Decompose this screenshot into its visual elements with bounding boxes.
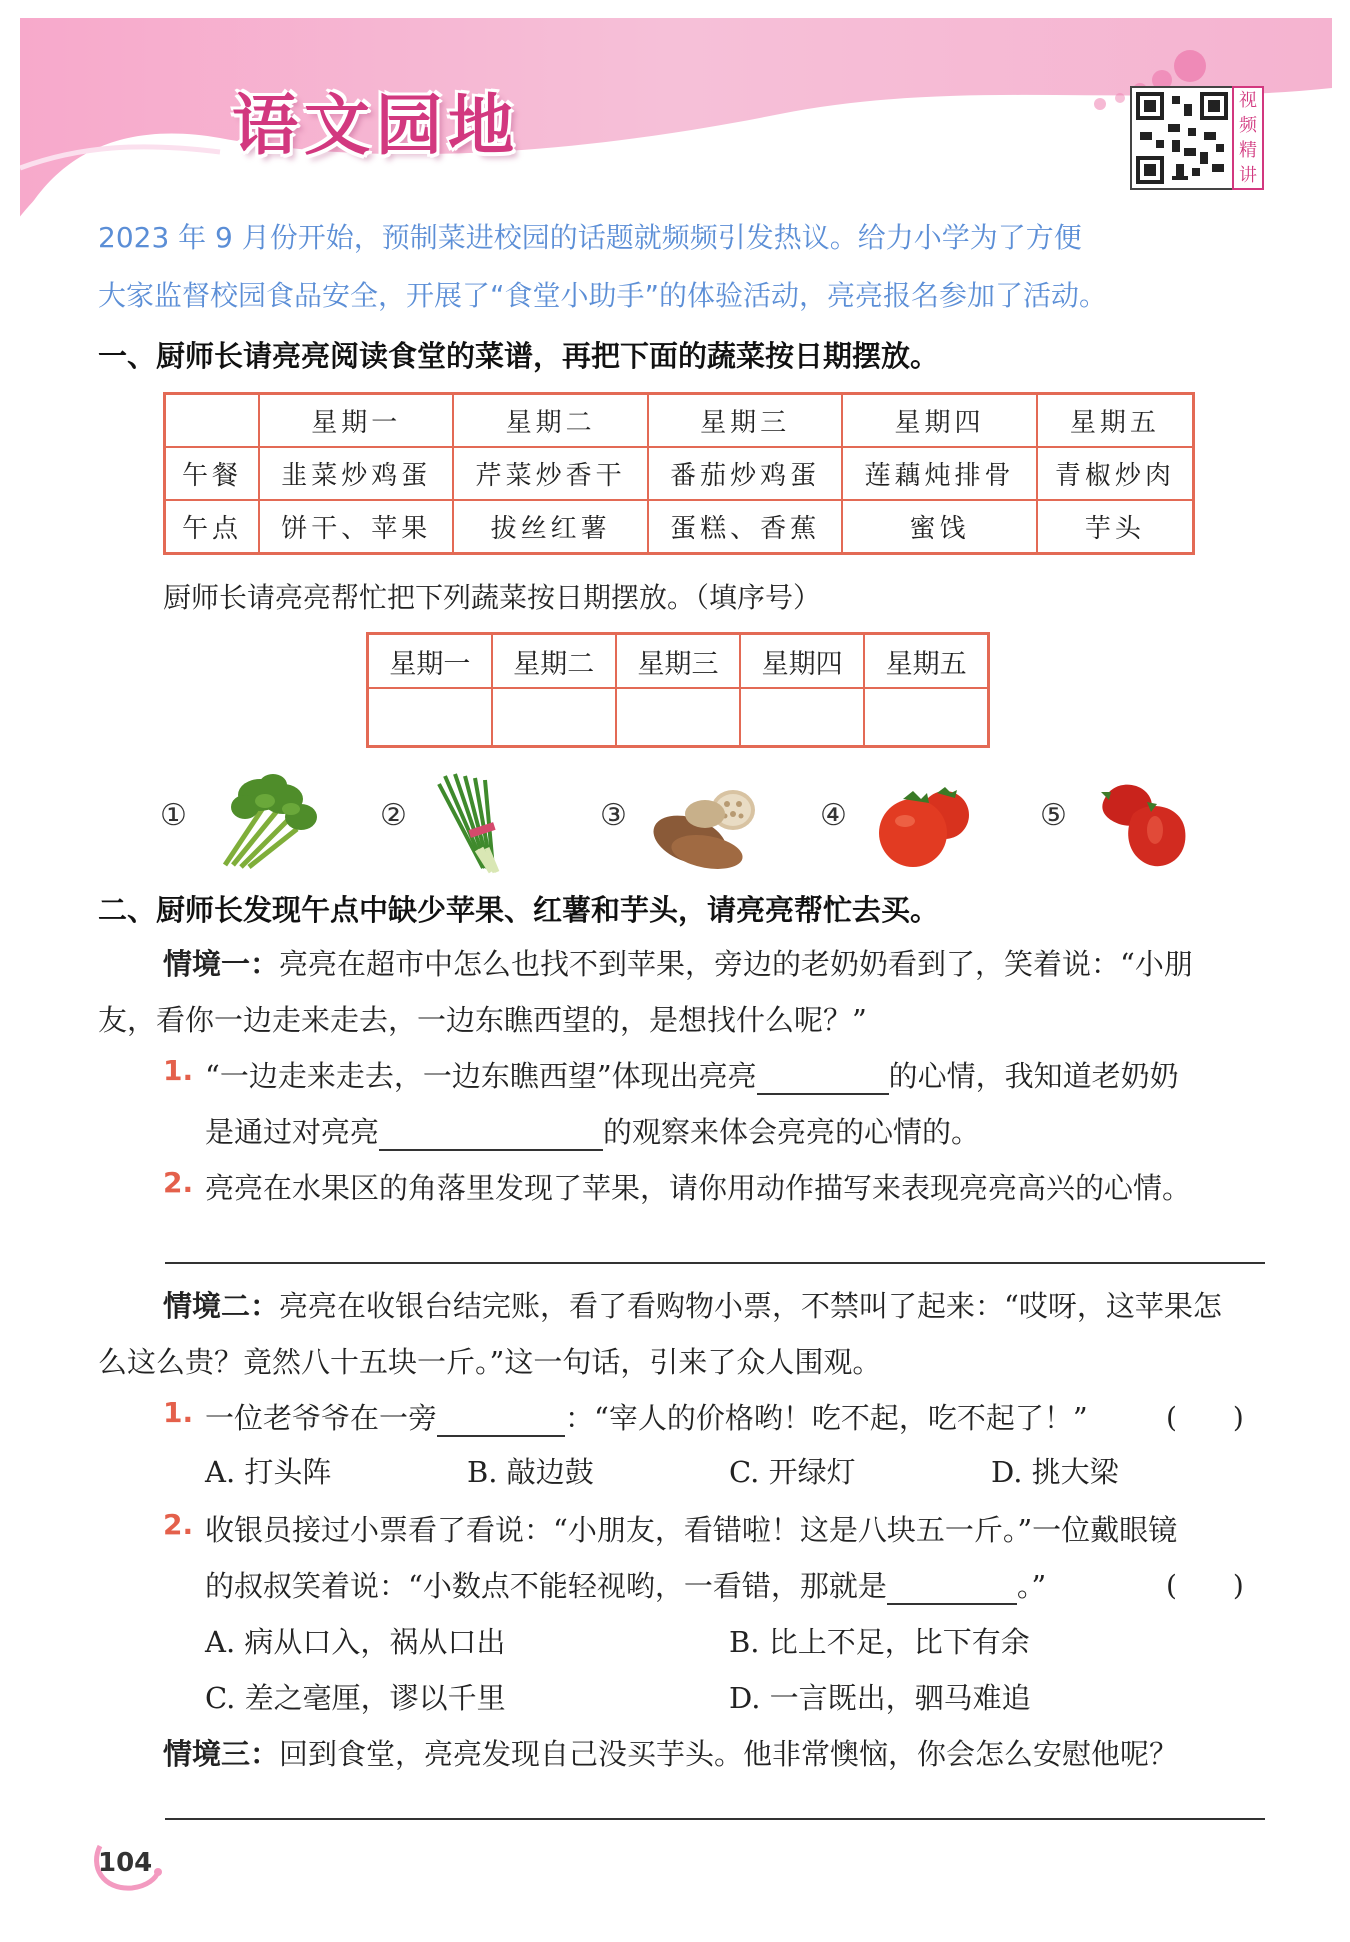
scene2-q1-text-b: ：“宰人的价格哟！吃不起，吃不起了！”: [565, 1401, 1088, 1435]
menu-cell: 蜜饯: [842, 500, 1036, 554]
menu-cell: 蛋糕、香蕉: [648, 500, 842, 554]
chives-icon: [425, 768, 545, 878]
menu-cell: 芹菜炒香干: [453, 447, 647, 500]
qr-code-icon[interactable]: [1130, 86, 1234, 190]
green-pepper-icon: [1085, 768, 1205, 878]
scene2-line-1: [163, 1284, 1222, 1325]
menu-row-snack: [165, 500, 1194, 554]
scene1-q1-text-c: 是通过对亮亮: [205, 1115, 380, 1149]
option-c[interactable]: C. 差之毫厘，谬以千里: [205, 1681, 506, 1715]
menu-cell: 韭菜炒鸡蛋: [259, 447, 453, 500]
menu-cell: 青椒炒肉: [1037, 447, 1194, 500]
menu-day-cell: 星期四: [842, 394, 1036, 448]
scene1-text-1: 亮亮在超市中怎么也找不到苹果，旁边的老奶奶看到了，笑着说：“小朋: [279, 947, 1193, 981]
page-title: 语文园地: [232, 87, 520, 164]
option-b[interactable]: B. 敲边鼓: [467, 1455, 594, 1489]
scene1-q1-text-a: “一边走来走去，一边东瞧西望”体现出亮亮: [205, 1059, 757, 1093]
menu-row-label: 午点: [165, 500, 260, 554]
menu-table: [163, 392, 1195, 555]
answer-input-cell[interactable]: [740, 688, 864, 747]
scene2-q2-number: 2.: [163, 1508, 194, 1541]
intro-line-1: 2023 年 9 月份开始，预制菜进校园的话题就频频引发热议。给力小学为了方便: [98, 221, 1082, 254]
scene3-line: [163, 1732, 1178, 1773]
answer-blank[interactable]: [887, 1569, 1017, 1605]
page-number: 104: [98, 1848, 153, 1878]
answer-day-cell: 星期五: [864, 634, 988, 689]
scene1-line-1: [163, 942, 1193, 983]
option-a[interactable]: A. 打头阵: [205, 1455, 332, 1489]
answer-day-cell: 星期四: [740, 634, 864, 689]
intro-line-2: 大家监督校园食品安全，开展了“食堂小助手”的体验活动，亮亮报名参加了活动。: [98, 279, 1108, 312]
option-b[interactable]: B. 比上不足，比下有余: [729, 1625, 1030, 1659]
scene2-q2-line-2: [205, 1564, 1046, 1605]
scene2-q1-line: [205, 1396, 1088, 1437]
veg-number-2: ②: [380, 798, 407, 833]
scene3-text: 回到食堂，亮亮发现自己没买芋头。他非常懊恼，你会怎么安慰他呢？: [279, 1737, 1179, 1771]
menu-day-cell: 星期二: [453, 394, 647, 448]
tomato-icon: [865, 765, 985, 875]
answer-blank[interactable]: [757, 1059, 889, 1095]
menu-cell: 拔丝红薯: [453, 500, 647, 554]
answer-day-cell: 星期一: [368, 634, 492, 689]
option-d[interactable]: D. 挑大梁: [991, 1455, 1119, 1489]
menu-day-cell: 星期五: [1037, 394, 1194, 448]
scene1-label: 情境一：: [163, 947, 280, 981]
answer-input-cell[interactable]: [616, 688, 740, 747]
answer-day-cell: 星期二: [492, 634, 616, 689]
scene2-q1-text-a: 一位老爷爷在一旁: [205, 1401, 438, 1435]
answer-input-row: [368, 688, 989, 747]
scene1-text-2: 友，看你一边走来走去，一边东瞧西望的，是想找什么呢？”: [98, 1003, 867, 1037]
veg-number-4: ④: [820, 798, 847, 833]
menu-day-cell: 星期一: [259, 394, 453, 448]
answer-parenthesis[interactable]: ( ): [1166, 1569, 1244, 1602]
scene1-q1-line-2: [205, 1110, 980, 1151]
scene1-q2-number: 2.: [163, 1166, 194, 1199]
menu-row-label: 午餐: [165, 447, 260, 500]
scene3-label: 情境三：: [163, 1737, 280, 1771]
menu-cell: 芋头: [1037, 500, 1194, 554]
veg-number-1: ①: [160, 798, 187, 833]
scene1-q2-text: 亮亮在水果区的角落里发现了苹果，请你用动作描写来表现亮亮高兴的心情。: [205, 1171, 1192, 1205]
scene2-q2-text-a: 收银员接过小票看了看说：“小朋友，看错啦！这是八块五一斤。”一位戴眼镜: [205, 1513, 1178, 1547]
answer-header-row: [368, 634, 989, 689]
scene2-q2-text-c: 。”: [1016, 1569, 1047, 1603]
answer-blank[interactable]: [379, 1115, 603, 1151]
scene2-q2-text-b: 的叔叔笑着说：“小数点不能轻视哟，一看错，那就是: [205, 1569, 887, 1603]
answer-blank[interactable]: [437, 1401, 565, 1437]
scene2-label: 情境二：: [163, 1289, 280, 1323]
answer-parenthesis[interactable]: ( ): [1166, 1401, 1244, 1434]
scene2-text-2: 么这么贵？竟然八十五块一斤。”这一句话，引来了众人围观。: [98, 1345, 882, 1379]
menu-cell: 莲藕炖排骨: [842, 447, 1036, 500]
menu-cell: 番茄炒鸡蛋: [648, 447, 842, 500]
menu-day-cell: 星期三: [648, 394, 842, 448]
section1-heading: 一、厨师长请亮亮阅读食堂的菜谱，再把下面的蔬菜按日期摆放。: [98, 339, 940, 373]
menu-cell: 饼干、苹果: [259, 500, 453, 554]
answer-input-cell[interactable]: [492, 688, 616, 747]
option-a[interactable]: A. 病从口入，祸从口出: [205, 1625, 506, 1659]
menu-row-lunch: [165, 447, 1194, 500]
scene1-q1-text-d: 的观察来体会亮亮的心情的。: [603, 1115, 981, 1149]
scene1-q1-line-1: [205, 1054, 1179, 1095]
scene1-q1-text-b: 的心情，我知道老奶奶: [888, 1059, 1179, 1093]
lotus-root-icon: [645, 770, 765, 880]
option-c[interactable]: C. 开绿灯: [729, 1455, 856, 1489]
answer-line[interactable]: [165, 1262, 1265, 1264]
answer-table: [366, 632, 990, 748]
section2-heading: 二、厨师长发现午点中缺少苹果、红薯和芋头，请亮亮帮忙去买。: [98, 893, 940, 927]
option-d[interactable]: D. 一言既出，驷马难追: [729, 1681, 1031, 1715]
scene2-q1-number: 1.: [163, 1396, 194, 1429]
video-label[interactable]: 视频精讲: [1232, 86, 1264, 190]
menu-corner-cell: [165, 394, 260, 448]
scene2-text-1: 亮亮在收银台结完账，看了看购物小票，不禁叫了起来：“哎呀，这苹果怎: [279, 1289, 1222, 1323]
menu-header-row: [165, 394, 1194, 448]
answer-day-cell: 星期三: [616, 634, 740, 689]
celery-icon: [205, 765, 325, 875]
section1-instruction: 厨师长请亮亮帮忙把下列蔬菜按日期摆放。（填序号）: [163, 581, 822, 614]
answer-input-cell[interactable]: [368, 688, 492, 747]
veg-number-3: ③: [600, 798, 627, 833]
answer-input-cell[interactable]: [864, 688, 988, 747]
veg-number-5: ⑤: [1040, 798, 1067, 833]
scene1-q1-number: 1.: [163, 1054, 194, 1087]
answer-line[interactable]: [165, 1818, 1265, 1820]
